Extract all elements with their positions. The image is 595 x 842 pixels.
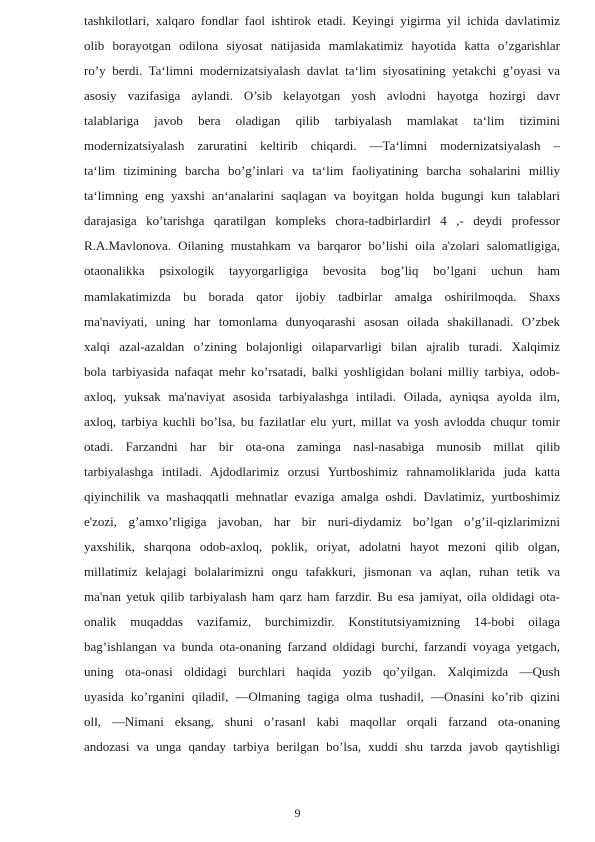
text-line: olib borayotgan odilona siyosat natijasida mamlakatimiz hayotida katta o’zgarishlar <box>84 38 560 54</box>
text-line: xalqi azal-azaldan o’zining bolajonligi oilaparvarligi bilan ajralib turadi. Xalqimiz <box>84 338 560 354</box>
text-line: darajasiga ko’tarishga qaratilgan kompleks chora-tadbirlardir‖ 4 ,- deydi professor <box>84 213 560 229</box>
text-line: modernizatsiyalash zaruratini keltirib chiqardi. ―Ta‘limni modernizatsiyalash – <box>84 138 560 154</box>
text-line: otadi. Farzandni har bir ota-ona zaminga nasl-nasabiga munosib millat qilib <box>84 438 560 454</box>
text-line: bag’ishlangan va bunda ota-onaning farzand oldidagi burchi, farzandi voyaga yetgach, <box>84 639 560 655</box>
text-line: millatimiz kelajagi bolalarimizni ongu tafakkuri, jismonan va aqlan, ruhan tetik va <box>84 564 560 580</box>
text-line: axloq, yuksak ma'naviyat asosida tarbiyalashga intiladi. Oilada, ayniqsa ayolda ilm, <box>84 388 560 404</box>
text-line: asosiy vazifasiga aylandi. O’sib kelayotgan yosh avlodni hayotga hozirgi davr <box>84 88 560 104</box>
text-line: ro’y berdi. Ta‘limni modernizatsiyalash davlat ta‘lim siyosatining yetakchi g’oyasi va <box>84 63 560 79</box>
text-line: andozasi va unga qanday tarbiya berilgan bo’lsa, xuddi shu tarzda javob qaytishligi <box>84 739 560 755</box>
text-line: bola tarbiyasida nafaqat mehr ko’rsatadi, balki yoshligidan bolani milliy tarbiya, odob- <box>84 363 560 379</box>
text-line: mamlakatimizda bu borada qator ijobiy tadbirlar amalga oshirilmoqda. Shaxs <box>84 288 560 304</box>
text-line: uyasida ko’rganini qiladi‖, ―Olmaning tagiga olma tushadi‖, ―Onasini ko’rib qizini <box>84 689 560 705</box>
text-line: ma'nan yetuk qilib tarbiyalash ham qarz ham farzdir. Bu esa jamiyat, oila oldidagi ota- <box>84 589 560 605</box>
text-line: ma'naviyati, uning har tomonlama dunyoqarashi asosan oilada shakillanadi. O’zbek <box>84 313 560 329</box>
text-line: e'zozi, g’amxo’rligiga javoban, har bir nuri-diydamiz bo’lgan o’g’il-qizlarimizni <box>84 513 560 529</box>
page-number: 9 <box>294 806 301 820</box>
text-line: yaxshilik, sharqona odob-axloq, poklik, oriyat, adolatni hayot mezoni qilib olgan, <box>84 538 560 554</box>
text-line: talablariga javob bera oladigan qilib tarbiyalash mamlakat ta‘lim tizimini <box>84 113 560 129</box>
text-line: tashkilotlari, xalqaro fondlar faol ishtirok etadi. Keyingi yigirma yil ichida davlatimiz <box>84 13 560 28</box>
body-text <box>84 8 560 759</box>
text-line: axloq, tarbiya kuchli bo’lsa, bu fazilatlar elu yurt, millat va yosh avlodda chuqur tomir <box>84 413 560 429</box>
text-line: ta‘lim tizimining barcha bo’g’inlari va ta‘lim faoliyatining barcha sohalarini milliy <box>84 163 560 179</box>
text-line: ta‘limning eng yaxshi an‘analarini saqlagan va boyitgan holda bugungi kun talablari <box>84 188 560 204</box>
text-line: R.A.Mavlonova. Oilaning mustahkam va barqaror bo’lishi oila a'zolari salomatligiga, <box>84 238 560 254</box>
text-line: onalik muqaddas vazifamiz, burchimizdir. Konstitutsiyamizning 14-bobi oilaga <box>84 614 560 630</box>
text-line: uning ota-onasi oldidagi burchlari haqida yozib qo’yilgan. Xalqimizda ―Qush <box>84 664 560 680</box>
text-line: ol‖, ―Nimani eksang, shuni o’rasan‖ kabi maqollar orqali farzand ota-onaning <box>84 714 560 730</box>
text-line: qiyinchilik va mashaqqatli mehnatlar evaziga amalga oshdi. Davlatimiz, yurtboshimiz <box>84 488 560 504</box>
text-line: otaonalikka psixologik tayyorgarligiga bevosita bog’liq bo’lgani uchun ham <box>84 263 560 279</box>
text-line: tarbiyalashga intiladi. Ajdodlarimiz orzusi Yurtboshimiz rahnamoliklarida juda katta <box>84 463 560 479</box>
